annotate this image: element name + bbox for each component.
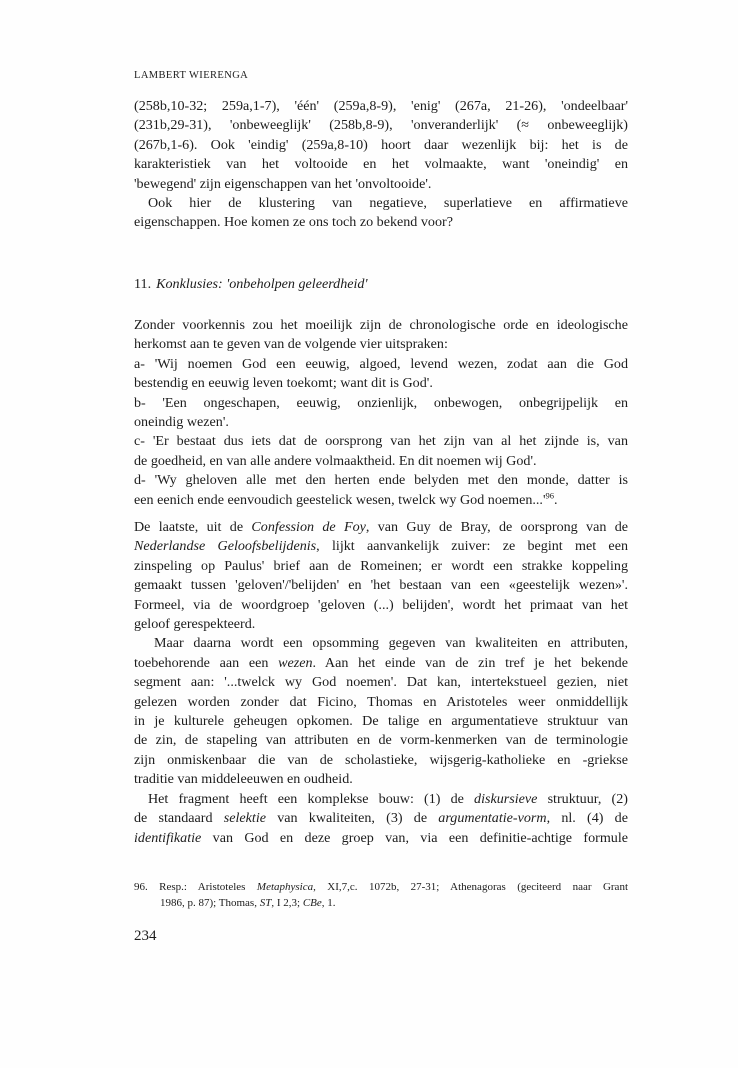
footnote-line [134, 896, 628, 912]
text-run: , XI,7,c. 1072b, 27-31; Athenagoras (geciteerd naar Grant [313, 881, 629, 893]
italic-word: diskursieve [474, 790, 538, 807]
quote-b: b- 'Een ongeschapen, eeuwig, onzienlijk, onbewogen, onbegrijpelijk en [134, 394, 628, 411]
paragraph-intro [134, 316, 628, 510]
text-line: segment aan: '...twelck wy God noemen'. Dat kan, intertekstueel gezien, niet [134, 674, 628, 691]
paragraph-main [134, 518, 628, 848]
text-line [134, 491, 628, 510]
text-line: zinspeling op Paulus' brief aan de Romeinen; er wordt een strakke koppeling [134, 557, 628, 574]
text-line: bestendig en eeuwig leven toekomt; want dit is God'. [134, 375, 433, 392]
text-line: Zonder voorkennis zou het moeilijk zijn de chronologische orde en ideologische [134, 317, 628, 333]
italic-word: selektie [223, 810, 266, 827]
text-line: zijn onmiskenbaar die van de scholastieke, wijsgerig-katholieke en -griekse [134, 751, 628, 768]
text-run: , lijkt aanvankelijk zuiver: ze begint met een [316, 538, 628, 555]
text-line: oneindig wezen'. [134, 414, 229, 431]
text-line: (267b,1-6). Ook 'eindig' (259a,8-10) hoort daar wezenlijk bij: het is de [134, 136, 628, 153]
text-run: struktuur, (2) [537, 790, 628, 807]
text-line: de goedheid, en van alle andere volmaaktheid. En dit noemen wij God'. [134, 452, 537, 469]
text-line [134, 790, 628, 809]
text-run: van kwaliteiten, (3) de [266, 810, 439, 827]
text-run: de standaard [134, 810, 224, 827]
text-line: herkomst aan te geven van de volgende vier uitspraken: [134, 336, 448, 353]
text-line: (231b,29-31), 'onbeweeglijk' (258b,8-9), 'onveranderlijk' (≈ onbeweeglijk) [134, 117, 628, 134]
page-number: 234 [134, 928, 157, 944]
text-line [134, 809, 628, 828]
text-run: De laatste, uit de [134, 519, 252, 535]
italic-word: argumentatie-vorm [438, 810, 547, 827]
text-line: Ook hier de klustering van negatieve, superlatieve en affirmatieve [148, 195, 628, 212]
text-line: karakteristiek van het voltooide en het volmaakte, want 'oneindig' en [134, 156, 628, 173]
text-run: 96. Resp.: Aristoteles [134, 881, 257, 893]
text-line: de zin, de stapeling van attributen en de vorm-kenmerken van de terminologie [134, 732, 628, 749]
text-line: (258b,10-32; 259a,1-7), 'één' (259a,8-9), 'enig' (267a, 21-26), 'ondeelbaar' [134, 98, 628, 114]
section-title: Konklusies: [156, 276, 223, 292]
text-run: , van Guy de Bray, de oorsprong van de [365, 519, 628, 535]
section-heading [134, 276, 368, 293]
italic-abbrev: ST [259, 896, 272, 909]
text-line [134, 518, 628, 537]
section-number: 11. [134, 276, 152, 292]
quote-a: a- 'Wij noemen God een eeuwig, algoed, levend wezen, zodat aan die God [134, 355, 628, 372]
text-line: geloof gerespekteerd. [134, 616, 256, 633]
text-line [134, 829, 628, 848]
text-run: van God en deze groep van, via een definitie-achtige formule [201, 829, 628, 846]
quote-d: d- 'Wy gheloven alle met den herten ende belyden met den monde, datter is [134, 472, 628, 489]
footnote-ref: 96 [545, 489, 554, 500]
text-line: Formeel, via de woordgroep 'geloven (...) belijden', wordt het primaat van het [134, 596, 628, 613]
italic-title: Nederlandse Geloofsbelijdenis [134, 538, 317, 555]
paragraph-top [134, 97, 628, 233]
italic-word: wezen [278, 654, 313, 671]
section-subtitle: 'onbeholpen geleerdheid' [226, 276, 368, 292]
text-run: . Aan het einde van de zin tref je het bekende [312, 654, 628, 671]
text-line: in je kulturele geheugen opkomen. De talige en argumentatieve struktuur van [134, 713, 628, 730]
text-line [134, 654, 628, 673]
text-line [134, 537, 628, 556]
text-line: Maar daarna wordt een opsomming gegeven van kwaliteiten en attributen, [154, 635, 628, 652]
text-line: eigenschappen. Hoe komen ze ons toch zo bekend voor? [134, 214, 453, 231]
text-run: , I 2,3; [271, 896, 303, 909]
italic-title: Confession de Foy [251, 519, 366, 535]
text-run: toebehorende aan een [134, 654, 279, 671]
text-run: , 1. [321, 896, 336, 909]
text-run: 1986, p. 87); Thomas, [160, 896, 260, 909]
running-head: LAMBERT WIERENGA [134, 70, 249, 81]
text-line: gemaakt tussen 'geloven'/'belijden' en 'het bestaan van een «geestelijk wezen»'. [134, 577, 628, 594]
text-line: 'bewegend' zijn eigenschappen van het 'onvoltooide'. [134, 175, 432, 192]
italic-word: identifikatie [134, 829, 202, 846]
text-run: Het fragment heeft een komplekse bouw: (1) de [148, 790, 475, 807]
text-run: . [554, 491, 558, 508]
quote-c: c- 'Er bestaat dus iets dat de oorsprong van het zijn van al het zijnde is, van [134, 433, 628, 450]
italic-title: Metaphysica [256, 881, 314, 893]
footnote-line [134, 880, 628, 896]
text-line: traditie van middeleeuwen en oudheid. [134, 771, 353, 788]
footnote [134, 880, 628, 911]
text-run: , nl. (4) de [546, 810, 628, 827]
italic-abbrev: CBe [302, 896, 322, 909]
text-run: een eenich ende eenvoudich geestelick wesen, twelck wy God noemen...' [134, 491, 546, 508]
text-line: gelezen worden zonder dat Ficino, Thomas en Aristoteles weer onmiddellijk [134, 693, 628, 710]
